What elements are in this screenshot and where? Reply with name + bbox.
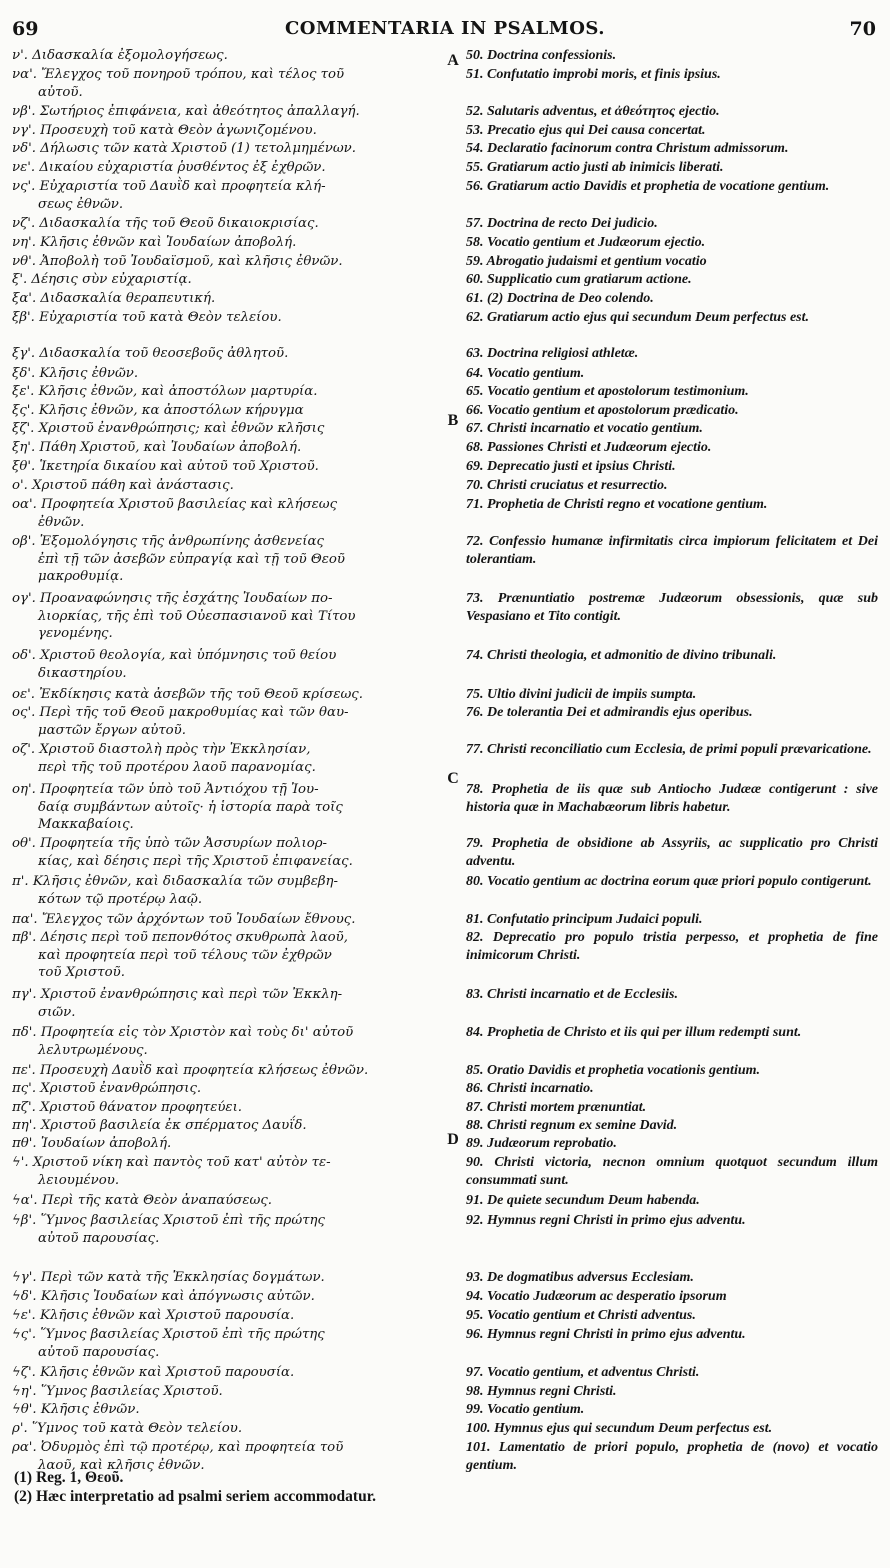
greek-continuation-line: λιορκίας, τῆς ἐπὶ τοῦ Οὐεσπασιανοῦ καὶ Τίτου [38,608,356,624]
latin-line: 81. Confutatio principum Judaici populi. [466,912,703,927]
greek-continuation-line: καὶ προφητεία περὶ τοῦ τέλους τῶν ἐχθρῶν [38,947,332,963]
latin-line: 94. Vocatio Judæorum ac desperatio ipsorum [466,1289,727,1304]
greek-title [12,1401,442,1419]
latin-title [466,122,878,140]
latin-title [466,66,878,84]
latin-title [466,365,878,383]
greek-continuation-line: ἐπὶ τῇ τῶν ἀσεβῶν εὐπραγίᾳ καὶ τῇ τοῦ Θεοῦ [38,551,346,567]
greek-title [12,835,442,870]
greek-line: ϟγ'. Περὶ τῶν κατὰ τῆς Ἐκκλησίας δογμάτων. [12,1270,325,1285]
latin-line: 72. Confessio humanæ infirmitatis circa impiorum felicitatem et Dei tolerantiam. [466,534,878,567]
latin-title [466,1401,878,1419]
greek-line: ϟε'. Κλῆσις ἐθνῶν καὶ Χριστοῦ παρουσία. [12,1308,295,1323]
greek-line: πη'. Χριστοῦ βασιλεία ἐκ σπέρματος Δαυΐδ. [12,1118,307,1133]
greek-line: οθ'. Προφητεία τῆς ὑπὸ τῶν Ἀσσυρίων πολιορ- [12,836,328,851]
greek-line: ξε'. Κλῆσις ἐθνῶν, καὶ ἀποστόλων μαρτυρία. [12,384,318,399]
greek-title [12,383,442,401]
latin-line: 99. Vocatio gentium. [466,1402,585,1417]
latin-title [466,1269,878,1287]
greek-title [12,686,442,704]
margin-marker-c: C [447,770,459,787]
latin-title [466,986,878,1004]
greek-title [12,439,442,457]
greek-line: ξς'. Κλῆσις ἐθνῶν, κα ἀποστόλων κήρυγμα [12,403,304,418]
latin-title [466,458,878,476]
latin-line: 54. Declaratio facinorum contra Christum admissorum. [466,141,789,156]
greek-title [12,1117,442,1135]
greek-title [12,365,442,383]
greek-line: νς'. Εὐχαριστία τοῦ Δαυῒδ καὶ προφητεία κλή- [12,179,326,194]
greek-title [12,647,442,682]
page-number-right: 70 [849,18,876,40]
latin-line: 58. Vocatio gentium et Judæorum ejectio. [466,235,706,250]
latin-title [466,1135,878,1153]
greek-line: ϟς'. Ὕμνος βασιλείας Χριστοῦ ἐπὶ τῆς πρώτης [12,1327,325,1342]
greek-continuation-line: μαστῶν ἔργων αὐτοῦ. [38,722,186,738]
latin-line: 92. Hymnus regni Christi in primo ejus adventu. [466,1213,746,1228]
greek-line: ξ'. Δέησις σὺν εὐχαριστίᾳ. [12,272,192,287]
latin-line: 52. Salutaris adventus, et ἀθεότητος ejectio. [466,104,720,119]
latin-line: 96. Hymnus regni Christi in primo ejus adventu. [466,1327,746,1342]
latin-title [466,1080,878,1098]
greek-title [12,253,442,271]
greek-title [12,477,442,495]
latin-title [466,290,878,308]
latin-line: 101. Lamentatio de priori populo, prophetia de (novo) et vocatio gentium. [466,1440,878,1473]
margin-marker-d: D [447,1131,459,1148]
greek-title [12,873,442,908]
latin-line: 50. Doctrina confessionis. [466,48,617,63]
latin-line: 64. Vocatio gentium. [466,366,585,381]
latin-title [466,873,878,891]
margin-marker-b: B [447,412,459,429]
greek-line: ν'. Διδασκαλία ἐξομολογήσεως. [12,48,228,63]
greek-line: νη'. Κλῆσις ἐθνῶν καὶ Ἰουδαίων ἀποβολή. [12,235,297,250]
latin-line: 57. Doctrina de recto Dei judicio. [466,216,658,231]
latin-title [466,271,878,289]
greek-continuation-line: αὐτοῦ παρουσίας. [38,1230,160,1246]
greek-line: ξα'. Διδασκαλία θεραπευτική. [12,291,216,306]
greek-title [12,309,442,327]
latin-line: 83. Christi incarnatio et de Ecclesiis. [466,987,678,1002]
greek-title [12,1420,442,1438]
greek-title [12,271,442,289]
latin-line: 60. Supplicatio cum gratiarum actione. [466,272,692,287]
greek-continuation-line: λειουμένου. [38,1172,120,1188]
latin-title [466,704,878,722]
latin-title [466,496,878,514]
latin-title [466,781,878,816]
greek-line: πζ'. Χριστοῦ θάνατον προφητεύει. [12,1100,243,1115]
greek-title [12,215,442,233]
latin-line: 89. Judæorum reprobatio. [466,1136,617,1151]
greek-line: ογ'. Προαναφώνησις τῆς ἐσχάτης Ἰουδαίων πο- [12,591,333,606]
greek-line: ος'. Περὶ τῆς τοῦ Θεοῦ μακροθυμίας καὶ τῶν θαυ- [12,705,349,720]
latin-line: 55. Gratiarum actio justi ab inimicis liberati. [466,160,724,175]
greek-line: οζ'. Χριστοῦ διαστολὴ πρὸς τὴν Ἐκκλησίαν, [12,742,311,757]
greek-line: ρ'. Ὕμνος τοῦ κατὰ Θεὸν τελείου. [12,1421,243,1436]
latin-title [466,253,878,271]
greek-title [12,122,442,140]
greek-line: οδ'. Χριστοῦ θεολογία, καὶ ὑπόμνησις τοῦ θείου [12,648,337,663]
greek-title [12,1192,442,1210]
greek-title [12,741,442,776]
greek-continuation-line: Μακκαβαίοις. [38,817,134,833]
greek-line: πδ'. Προφητεία εἰς τὸν Χριστὸν καὶ τοὺς δι' αὐτοῦ [12,1025,354,1040]
latin-line: 86. Christi incarnatio. [466,1081,594,1096]
greek-title [12,911,442,929]
greek-title [12,1080,442,1098]
greek-line: νβ'. Σωτήριος ἐπιφάνεια, καὶ ἀθεότητος ἀπαλλαγή. [12,104,360,119]
greek-line: ϟζ'. Κλῆσις ἐθνῶν καὶ Χριστοῦ παρουσία. [12,1365,295,1380]
greek-line: νγ'. Προσευχὴ τοῦ κατὰ Θεὸν ἀγωνιζομένου. [12,123,317,138]
latin-title [466,1326,878,1344]
greek-continuation-line: μακροθυμίᾳ. [38,569,124,585]
greek-line: πβ'. Δέησις περὶ τοῦ πεπονθότος σκυθρωπὰ λαοῦ, [12,930,348,945]
latin-title [466,477,878,495]
greek-title [12,986,442,1021]
greek-line: ϟθ'. Κλῆσις ἐθνῶν. [12,1402,140,1417]
latin-title [466,345,878,363]
greek-line: ξδ'. Κλῆσις ἐθνῶν. [12,366,139,381]
latin-line: 90. Christi victoria, necnon omnium quotquot secundum illum consummati sunt. [466,1155,878,1188]
greek-continuation-line: περὶ τῆς τοῦ προτέρου λαοῦ παρανομίας. [38,759,316,775]
greek-title [12,533,442,586]
greek-line: ξθ'. Ἱκετηρία δικαίου καὶ αὐτοῦ τοῦ Χριστοῦ. [12,459,319,474]
greek-continuation-line: σεως ἐθνῶν. [38,196,124,212]
latin-title [466,1420,878,1438]
latin-title [466,383,878,401]
latin-title [466,1383,878,1401]
greek-continuation-line: αὐτοῦ παρουσίας. [38,1344,160,1360]
greek-title [12,458,442,476]
latin-title [466,159,878,177]
greek-line: νδ'. Δήλωσις τῶν κατὰ Χριστοῦ (1) τετολμημένων. [12,141,356,156]
latin-title [466,178,878,196]
footnotes [14,1468,874,1506]
latin-line: 62. Gratiarum actio ejus qui secundum Deum perfectus est. [466,310,810,325]
latin-line: 97. Vocatio gentium, et adventus Christi. [466,1365,700,1380]
latin-title [466,1307,878,1325]
greek-line: ξβ'. Εὐχαριστία τοῦ κατὰ Θεὸν τελείου. [12,310,282,325]
greek-line: ρα'. Ὀδυρμὸς ἐπὶ τῷ προτέρῳ, καὶ προφητεία τοῦ [12,1440,344,1455]
latin-title [466,1288,878,1306]
greek-title [12,402,442,420]
page-number-left: 69 [12,18,39,40]
greek-line: ϟα'. Περὶ τῆς κατὰ Θεὸν ἀναπαύσεως. [12,1193,273,1208]
greek-title [12,590,442,643]
greek-title [12,1307,442,1325]
latin-title [466,1364,878,1382]
greek-line: π'. Κλῆσις ἐθνῶν, καὶ διδασκαλία τῶν συμβεβη- [12,874,338,889]
running-title: COMMENTARIA IN PSALMOS. [284,18,606,39]
latin-title [466,103,878,121]
greek-continuation-line: λελυτρωμένους. [38,1042,148,1058]
latin-line: 67. Christi incarnatio et vocatio gentium. [466,421,703,436]
greek-line: ο'. Χριστοῦ πάθη καὶ ἀνάστασις. [12,478,234,493]
latin-title [466,647,878,665]
latin-line: 56. Gratiarum actio Davidis et prophetia de vocatione gentium. [466,179,830,194]
greek-line: οε'. Ἐκδίκησις κατὰ ἀσεβῶν τῆς τοῦ Θεοῦ κρίσεως. [12,687,363,702]
footnote-2: (2) Hæc interpretatio ad psalmi seriem accommodatur. [14,1488,377,1505]
latin-title [466,402,878,420]
latin-title [466,590,878,625]
latin-line: 93. De dogmatibus adversus Ecclesiam. [466,1270,694,1285]
greek-line: ξζ'. Χριστοῦ ἐνανθρώπησις; καὶ ἐθνῶν κλῆσις [12,421,325,436]
greek-line: οβ'. Ἐξομολόγησις τῆς ἀνθρωπίνης ἀσθενείας [12,534,324,549]
greek-line: νθ'. Ἀποβολὴ τοῦ Ἰουδαϊσμοῦ, καὶ κλῆσις ἐθνῶν. [12,254,343,269]
greek-title [12,1212,442,1247]
latin-line: 59. Abrogatio judaismi et gentium vocatio [466,254,707,269]
greek-continuation-line: κότων τῷ προτέρῳ λαῷ. [38,891,203,907]
greek-title [12,1364,442,1382]
latin-line: 74. Christi theologia, et admonitio de divino tribunali. [466,648,777,663]
latin-line: 70. Christi cruciatus et resurrectio. [466,478,668,493]
greek-title [12,496,442,531]
greek-line: πα'. Ἔλεγχος τῶν ἀρχόντων τοῦ Ἰουδαίων ἔθνους. [12,912,356,927]
greek-title [12,1135,442,1153]
greek-title [12,1154,442,1189]
greek-line: ξγ'. Διδασκαλία τοῦ θεοσεβοῦς ἀθλητοῦ. [12,346,289,361]
greek-continuation-line: γενομένης. [38,626,113,642]
greek-title [12,140,442,158]
greek-continuation-line: κίας, καὶ δέησις περὶ τῆς Χριστοῦ ἐπιφανείας. [38,853,353,869]
latin-title [466,835,878,870]
latin-title [466,1099,878,1117]
greek-line: πς'. Χριστοῦ ἐνανθρώπησις. [12,1081,202,1096]
greek-line: ϟ'. Χριστοῦ νίκη καὶ παντὸς τοῦ κατ' αὐτὸν τε- [12,1155,331,1170]
greek-title [12,1099,442,1117]
latin-title [466,234,878,252]
greek-title [12,178,442,213]
greek-title [12,234,442,252]
latin-title [466,140,878,158]
greek-line: οη'. Προφητεία τῶν ὑπὸ τοῦ Ἀντιόχου τῇ Ἰου- [12,782,319,797]
greek-title [12,1326,442,1361]
greek-line: νε'. Δικαίου εὐχαριστία ῥυσθέντος ἐξ ἐχθρῶν. [12,160,326,175]
latin-line: 100. Hymnus ejus qui secundum Deum perfectus est. [466,1421,773,1436]
greek-continuation-line: σιῶν. [38,1004,76,1020]
latin-line: 84. Prophetia de Christo et iis qui per illum redempti sunt. [466,1025,802,1040]
footnote-1: (1) Reg. 1, Θεοῦ. [14,1469,124,1486]
latin-title [466,686,878,704]
latin-line: 75. Ultio divini judicii de impiis sumpta. [466,687,697,702]
greek-continuation-line: λαοῦ, καὶ κλῆσις ἐθνῶν. [38,1457,205,1473]
latin-line: 95. Vocatio gentium et Christi adventus. [466,1308,696,1323]
greek-continuation-line: τοῦ Χριστοῦ. [38,965,125,981]
latin-title [466,47,878,65]
greek-continuation-line: αὐτοῦ. [38,84,83,100]
greek-title [12,1383,442,1401]
latin-line: 98. Hymnus regni Christi. [466,1384,617,1399]
greek-line: ϟη'. Ὕμνος βασιλείας Χριστοῦ. [12,1384,223,1399]
latin-line: 68. Passiones Christi et Judæorum ejectio. [466,440,712,455]
latin-title [466,1212,878,1230]
latin-title [466,1192,878,1210]
latin-title [466,533,878,568]
greek-line: οα'. Προφητεία Χριστοῦ βασιλείας καὶ κλήσεως [12,497,338,512]
greek-continuation-line: ἐθνῶν. [38,514,85,530]
latin-title [466,1062,878,1080]
latin-title [466,1117,878,1135]
latin-title [466,911,878,929]
greek-title [12,1288,442,1306]
greek-line: νζ'. Διδασκαλία τῆς τοῦ Θεοῦ δικαιοκρισίας. [12,216,319,231]
greek-line: ξη'. Πάθη Χριστοῦ, καὶ Ἰουδαίων ἀποβολή. [12,440,302,455]
greek-title [12,704,442,739]
latin-line: 51. Confutatio improbi moris, et finis ipsius. [466,67,721,82]
latin-line: 61. (2) Doctrina de Deo colendo. [466,291,654,306]
latin-line: 77. Christi reconciliatio cum Ecclesia, de primi populi prævaricatione. [466,742,872,757]
latin-line: 78. Prophetia de iis quæ sub Antiocho Judææ contigerunt : sive historia quæ in Machabæorum libris habetur. [466,782,878,815]
greek-continuation-line: δικαστηρίου. [38,665,127,681]
latin-line: 80. Vocatio gentium ac doctrina eorum quæ priori populo contigerunt. [466,874,872,889]
latin-line: 71. Prophetia de Christi regno et vocatione gentium. [466,497,768,512]
latin-line: 85. Oratio Davidis et prophetia vocationis gentium. [466,1063,761,1078]
greek-line: ϟδ'. Κλῆσις Ἰουδαίων καὶ ἀπόγνωσις αὐτῶν. [12,1289,315,1304]
greek-title [12,47,442,65]
greek-title [12,1062,442,1080]
margin-marker-a: A [447,52,459,69]
latin-line: 63. Doctrina religiosi athletæ. [466,346,639,361]
latin-line: 88. Christi regnum ex semine David. [466,1118,678,1133]
greek-title [12,929,442,982]
greek-continuation-line: δαίᾳ συμβάντων αὐτοῖς· ἡ ἱστορία παρὰ τοῖς [38,799,343,815]
latin-title [466,929,878,964]
greek-title [12,1024,442,1059]
latin-line: 65. Vocatio gentium et apostolorum testimonium. [466,384,749,399]
latin-title [466,420,878,438]
latin-line: 69. Deprecatio justi et ipsius Christi. [466,459,676,474]
greek-title [12,1269,442,1287]
latin-line: 66. Vocatio gentium et apostolorum prædicatio. [466,403,739,418]
greek-title [12,345,442,363]
greek-line: να'. Ἔλεγχος τοῦ πονηροῦ τρόπου, καὶ τέλος τοῦ [12,67,345,82]
latin-line: 91. De quiete secundum Deum habenda. [466,1193,700,1208]
latin-title [466,439,878,457]
latin-title [466,1154,878,1189]
latin-title [466,215,878,233]
greek-title [12,290,442,308]
latin-line: 53. Precatio ejus qui Dei causa concertat. [466,123,706,138]
latin-line: 73. Prænuntiatio postremæ Judæorum obsessionis, quæ sub Vespasiano et Tito contigit. [466,591,878,624]
greek-line: πγ'. Χριστοῦ ἐνανθρώπησις καὶ περὶ τῶν Ἐκκλη- [12,987,343,1002]
greek-title [12,66,442,101]
greek-line: ϟβ'. Ὕμνος βασιλείας Χριστοῦ ἐπὶ τῆς πρώτης [12,1213,325,1228]
greek-line: πθ'. Ἰουδαίων ἀποβολή. [12,1136,172,1151]
latin-title [466,741,878,759]
greek-title [12,781,442,834]
latin-title [466,309,878,327]
greek-line: πε'. Προσευχὴ Δαυῒδ καὶ προφητεία κλήσεως ἐθνῶν. [12,1063,369,1078]
latin-line: 79. Prophetia de obsidione ab Assyriis, ac supplicatio pro Christi adventu. [466,836,878,869]
latin-line: 76. De tolerantia Dei et admirandis ejus operibus. [466,705,753,720]
greek-title [12,159,442,177]
latin-line: 82. Deprecatio pro populo tristia perpesso, et prophetia de fine inimicorum Christi. [466,930,878,963]
latin-line: 87. Christi mortem prænuntiat. [466,1100,647,1115]
latin-title [466,1024,878,1042]
greek-title [12,103,442,121]
greek-title [12,420,442,438]
